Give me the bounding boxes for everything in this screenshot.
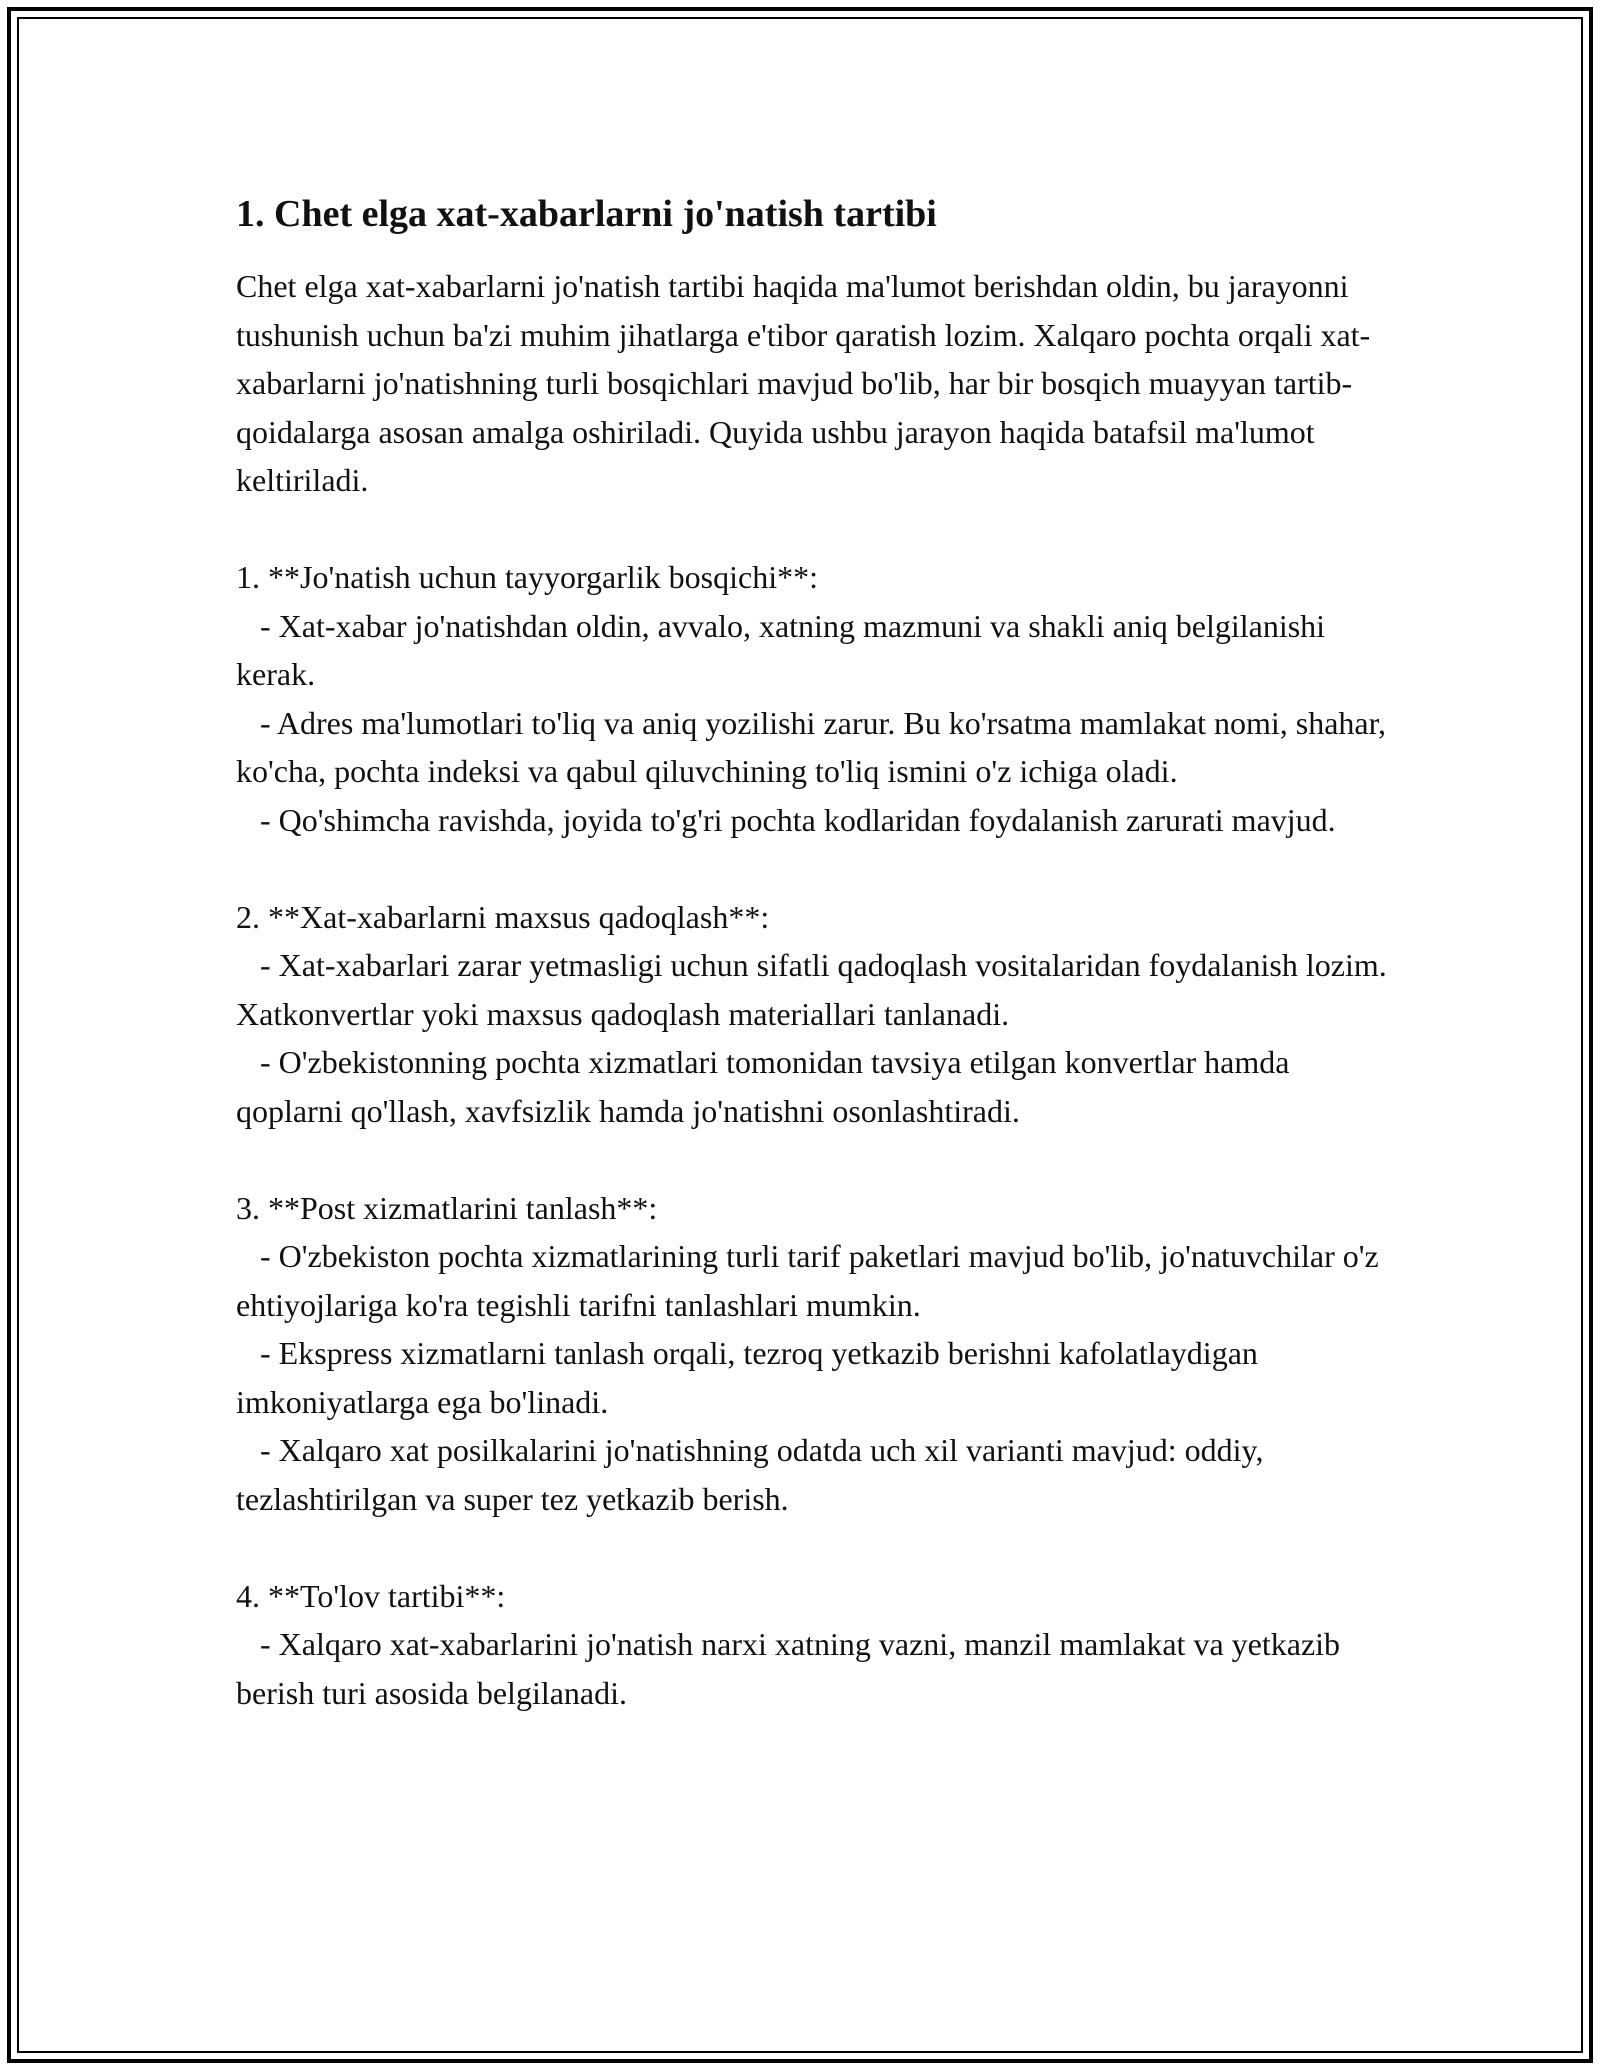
section-heading: 4. **To'lov tartibi**: [236,1577,506,1614]
spacer [236,505,1400,554]
section-item: - Xat-xabarlari zarar yetmasligi uchun sifatli qadoqlash vositalaridan foydalanish lozim. Xatkonvertlar yoki maxsus qadoqlash materiallari tanlanadi. [236,947,1395,1032]
section-item: - Adres ma'lumotlari to'liq va aniq yozilishi zarur. Bu ko'rsatma mamlakat nomi, shahar, ko'cha, pochta indeksi va qabul qiluvchining to'liq ismini o'z ichiga oladi. [236,704,1394,789]
section-item: - O'zbekiston pochta xizmatlarining turli tarif paketlari mavjud bo'lib, jo'natuvchilar o'z ehtiyojlariga ko'ra tegishli tarifni tanlashlari mumkin. [236,1238,1387,1323]
intro-paragraph: Chet elga xat-xabarlarni jo'natish tartibi haqida ma'lumot berishdan oldin, bu jarayonni tushunish uchun ba'zi muhim jihatlarga e'tibor qaratish lozim. Xalqaro pochta orqali xat-xabarlarni jo'natishning turli bosqichlari mavjud bo'lib, har bir bosqich muayyan tartib-qoidalarga asosan amalga oshiriladi. Quyida ushbu jarayon haqida batafsil ma'lumot keltiriladi. [236,268,1371,498]
spacer [236,844,1400,893]
document-title: 1. Chet elga xat-xabarlarni jo'natish tartibi [236,193,937,235]
section-1 [236,553,1400,844]
section-4 [236,1572,1400,1718]
section-item: - O'zbekistonning pochta xizmatlari tomonidan tavsiya etilgan konvertlar hamda qoplarni qo'llash, xavfsizlik hamda jo'natishni osonlashtiradi. [236,1044,1298,1129]
section-2 [236,893,1400,1136]
section-item: - Ekspress xizmatlarni tanlash orqali, tezroq yetkazib berishni kafolatlaydigan imkoniyatlarga ega bo'linadi. [236,1335,1266,1420]
spacer [236,1135,1400,1184]
document-body [236,186,1400,1717]
section-heading: 3. **Post xizmatlarini tanlash**: [236,1189,658,1226]
section-item: - Xalqaro xat posilkalarini jo'natishning odatda uch xil varianti mavjud: oddiy, tezlashtirilgan va super tez yetkazib berish. [236,1432,1272,1517]
section-item: - Xat-xabar jo'natishdan oldin, avvalo, xatning mazmuni va shakli aniq belgilanishi kerak. [236,607,1334,692]
section-heading: 1. **Jo'natish uchun tayyorgarlik bosqichi**: [236,559,818,595]
section-item: - Qo'shimcha ravishda, joyida to'g'ri pochta kodlaridan foydalanish zarurati mavjud. [236,801,1336,838]
section-item: - Xalqaro xat-xabarlarini jo'natish narxi xatning vazni, manzil mamlakat va yetkazib berish turi asosida belgilanadi. [236,1626,1349,1711]
section-heading: 2. **Xat-xabarlarni maxsus qadoqlash**: [236,898,770,935]
section-3 [236,1184,1400,1524]
spacer [236,1523,1400,1572]
